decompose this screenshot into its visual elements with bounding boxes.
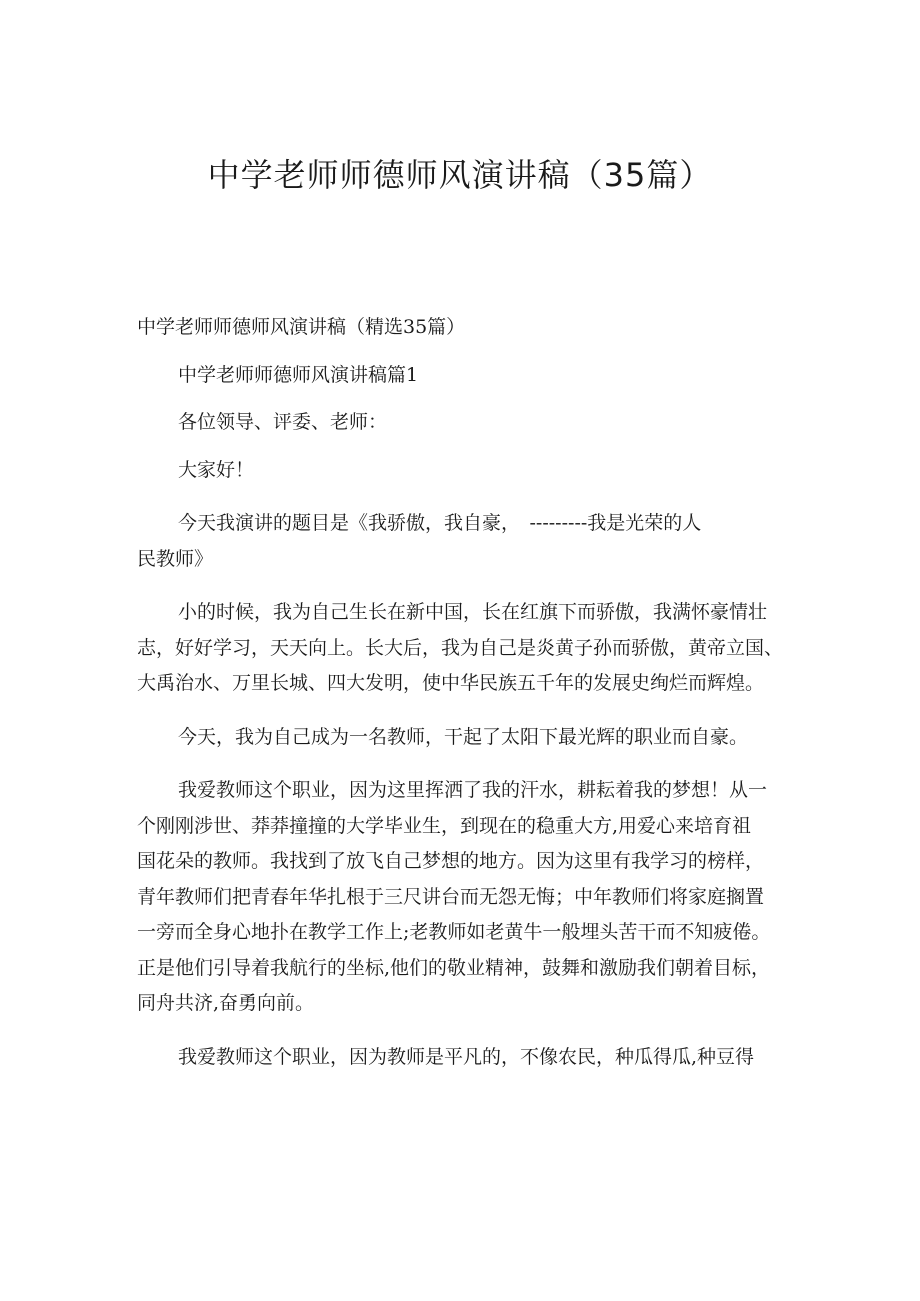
paragraph-topic bbox=[137, 506, 802, 577]
paragraph-4 bbox=[137, 1040, 802, 1076]
salutation: 各位领导、评委、老师： bbox=[178, 411, 388, 433]
paragraph-line: 正是他们引导着我航行的坐标,他们的敬业精神，鼓舞和激励我们朝着目标， bbox=[137, 956, 771, 979]
paragraph-line: 志，好好学习，天天向上。长大后，我为自己是炎黄子孙而骄傲，黄帝立国、 bbox=[137, 636, 784, 659]
paragraph-2 bbox=[137, 720, 802, 756]
paragraph-3 bbox=[137, 773, 802, 1022]
paragraph-line: 青年教师们把青春年华扎根于三尺讲台而无怨无悔；中年教师们将家庭搁置 bbox=[137, 885, 765, 908]
paragraph-line: 同舟共济,奋勇向前。 bbox=[137, 992, 315, 1014]
paragraph-line: 民教师》 bbox=[137, 547, 214, 570]
document-subtitle: 中学老师师德师风演讲稿（精选35篇） bbox=[137, 316, 466, 338]
paragraph-1 bbox=[137, 595, 802, 702]
paragraph-line: 大禹治水、万里长城、四大发明，使中华民族五千年的发展史绚烂而辉煌。 bbox=[137, 672, 765, 694]
paragraph-line: 今天我演讲的题目是《我骄傲，我自豪， ---------我是光荣的人 bbox=[178, 512, 702, 534]
paragraph-line: 小的时候，我为自己生长在新中国，长在红旗下而骄傲，我满怀豪情壮 bbox=[178, 601, 768, 623]
paragraph-line: 国花朵的教师。我找到了放飞自己梦想的地方。因为这里有我学习的榜样， bbox=[137, 850, 765, 872]
greeting: 大家好！ bbox=[178, 458, 255, 481]
paragraph-line: 今天，我为自己成为一名教师，干起了太阳下最光辉的职业而自豪。 bbox=[178, 725, 749, 748]
paragraph-line: 一旁而全身心地扑在教学工作上;老教师如老黄牛一般埋头苦干而不知疲倦。 bbox=[137, 921, 771, 943]
paragraph-line: 我爱教师这个职业，因为这里挥洒了我的汗水，耕耘着我的梦想！从一 bbox=[178, 779, 768, 801]
section-heading: 中学老师师德师风演讲稿篇1 bbox=[178, 363, 419, 386]
paragraph-line: 个刚刚涉世、莽莽撞撞的大学毕业生，到现在的稳重大方,用爱心来培育祖 bbox=[137, 814, 752, 837]
document-body bbox=[137, 310, 802, 1075]
document-title: 中学老师师德师风演讲稿（35篇） bbox=[207, 156, 713, 194]
paragraph-line: 我爱教师这个职业，因为教师是平凡的，不像农民，种瓜得瓜,种豆得 bbox=[178, 1045, 755, 1068]
